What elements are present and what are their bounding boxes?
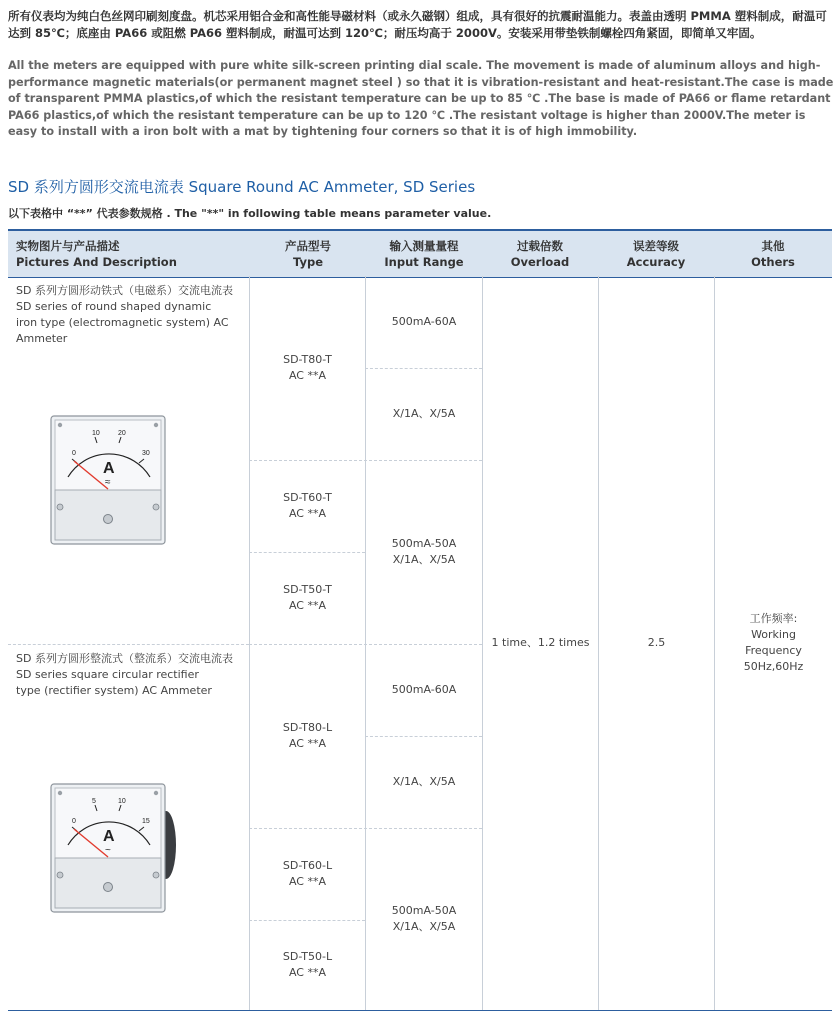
table-header [8, 229, 832, 278]
header-type-cn: 产品型号 [285, 239, 331, 253]
type-cell [250, 460, 365, 552]
type-model: SD-T80-T [283, 353, 332, 366]
description-line: iron type (electromagnetic system) AC [16, 316, 229, 329]
header-range-cn: 输入测量量程 [389, 239, 459, 253]
description-group-1 [16, 283, 244, 347]
group-divider [8, 644, 249, 645]
meter-symbol: ~ [105, 845, 111, 856]
header-range [366, 231, 482, 277]
header-overload-en: Overload [510, 255, 570, 269]
header-type [250, 231, 366, 277]
range-value: 500mA-60A [391, 315, 457, 328]
overload-value: 1 time、1.2 times [491, 636, 590, 649]
type-spec: AC **A [288, 369, 327, 382]
description-line: SD series of round shaped dynamic [16, 300, 212, 313]
ammeter-product-image [50, 783, 178, 918]
others-line: Frequency [745, 644, 802, 657]
meter-scale-tick: 30 [142, 450, 150, 457]
description-line: SD 系列方圆形整流式（整流系）交流电流表 [16, 652, 233, 665]
type-spec: AC **A [288, 599, 327, 612]
range-value: 500mA-60A [391, 683, 457, 696]
meter-unit: A [103, 460, 115, 477]
others-line: Working [751, 628, 796, 641]
description-line: SD 系列方圆形动铁式（电磁系）交流电流表 [16, 284, 233, 297]
type-cell [250, 828, 365, 920]
type-model: SD-T80-L [282, 721, 333, 734]
overload-cell [483, 276, 598, 1010]
range-value: X/1A、X/5A [392, 920, 456, 933]
meter-scale-tick: 10 [118, 798, 126, 805]
meter-scale-tick: 0 [72, 450, 76, 457]
accuracy-value: 2.5 [647, 636, 666, 649]
description-line: Ammeter [16, 332, 68, 345]
type-cell [250, 276, 365, 460]
type-spec: AC **A [288, 875, 327, 888]
meter-symbol: ≈ [105, 477, 111, 488]
header-pictures [8, 231, 256, 277]
type-model: SD-T60-T [283, 491, 332, 504]
others-line: 50Hz,60Hz [743, 660, 804, 673]
meter-scale-tick: 15 [142, 818, 150, 825]
description-line: SD series square circular rectifier [16, 668, 199, 681]
range-value: 500mA-50A [391, 904, 457, 917]
meter-unit: A [103, 828, 115, 845]
header-range-en: Input Range [384, 255, 464, 269]
others-line: 工作频率: [749, 612, 798, 625]
range-cell [366, 276, 482, 368]
header-type-en: Type [292, 255, 323, 269]
type-spec: AC **A [288, 737, 327, 750]
range-cell [366, 368, 482, 460]
type-model: SD-T50-L [282, 950, 333, 963]
header-others-en: Others [751, 255, 795, 269]
header-others [714, 231, 832, 277]
others-cell [715, 276, 832, 1010]
header-accuracy-cn: 误差等级 [633, 239, 679, 253]
range-cell [366, 736, 482, 828]
intro-chinese: 所有仪表均为纯白色丝网印刷刻度盘。机芯采用铝合金和高性能导磁材料（或永久磁钢）组成，具有很好的抗震耐温能力。表盖由透明 PMMA 塑料制成，耐温可达到 85℃；底座由 PA66 或阻燃 PA66 塑料制成，耐温可达到 120℃；耐压均高于 2000V。安装采用带垫铁制螺栓四角紧固，即简单又牢固。 [8, 9, 827, 40]
header-accuracy [598, 231, 714, 277]
type-spec: AC **A [288, 507, 327, 520]
header-overload [482, 231, 598, 277]
type-spec: AC **A [288, 966, 327, 979]
range-value: X/1A、X/5A [392, 775, 456, 788]
type-model: SD-T50-T [283, 583, 332, 596]
type-model: SD-T60-L [282, 859, 333, 872]
range-cell [366, 644, 482, 736]
range-value: X/1A、X/5A [392, 407, 456, 420]
table-bottom-border [8, 1010, 832, 1011]
header-pictures-en: Pictures And Description [16, 255, 177, 269]
table-note: 以下表格中 “**” 代表参数规格 . The "**" in following table means parameter value. [8, 207, 492, 220]
range-cell [366, 460, 482, 644]
header-accuracy-en: Accuracy [626, 255, 686, 269]
meter-scale-tick: 5 [92, 798, 96, 805]
header-overload-cn: 过载倍数 [517, 239, 563, 253]
meter-scale-tick: 10 [92, 430, 100, 437]
description-line: type (rectifier system) AC Ammeter [16, 684, 212, 697]
type-cell [250, 552, 365, 644]
range-value: 500mA-50A [391, 537, 457, 550]
meter-scale-tick: 20 [118, 430, 126, 437]
accuracy-cell [599, 276, 714, 1010]
type-cell [250, 644, 365, 828]
header-pictures-cn: 实物图片与产品描述 [16, 239, 120, 253]
ammeter-product-image [50, 415, 166, 550]
header-others-cn: 其他 [761, 239, 785, 253]
meter-scale-tick: 0 [72, 818, 76, 825]
intro-english: All the meters are equipped with pure white silk-screen printing dial scale. The movement is made of aluminum alloys and high-performance magnetic materials(or permanent magnet steel ) so that it is vibration-resistant and heat-resistant.The case is made of transparent PMMA plastics,of which the resistant temperature can be up to 85 ℃ .The base is made of PA66 or flame retardant PA66 plastics,of which the resistant temperature can be up to 120 ℃ .The resistant voltage is higher than 2000V.The meter is easy to install with a iron bolt with a mat by tightening four corners so that it is of high immobility. [8, 59, 834, 138]
section-title: SD 系列方圆形交流电流表 Square Round AC Ammeter, SD Series [8, 178, 476, 196]
type-cell [250, 920, 365, 1010]
description-group-2 [16, 651, 244, 699]
range-cell [366, 828, 482, 1010]
range-value: X/1A、X/5A [392, 553, 456, 566]
